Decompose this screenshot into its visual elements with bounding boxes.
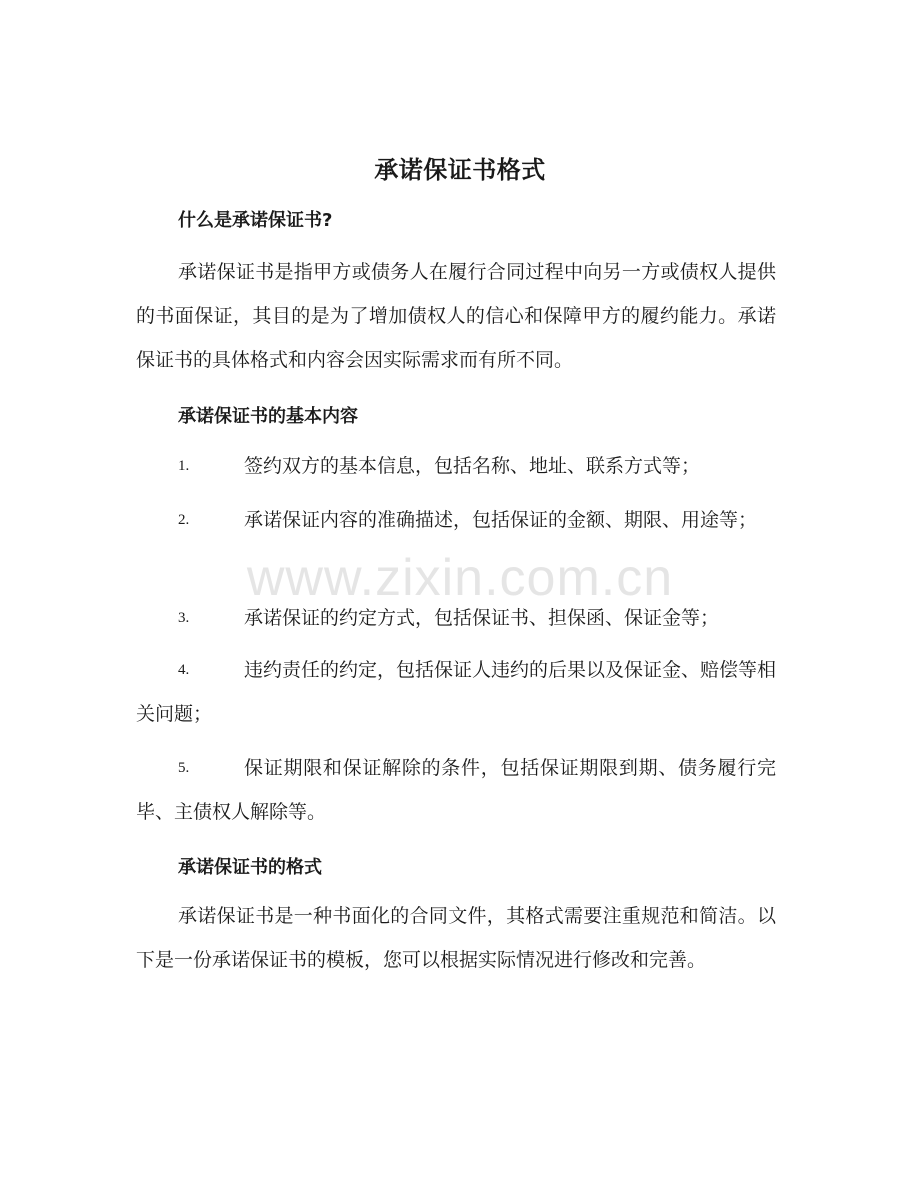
section-heading-format: 承诺保证书的格式 <box>178 857 322 878</box>
list-item-number: 5. <box>178 760 190 776</box>
paragraph-what-is: 承诺保证书是指甲方或债务人在履行合同过程中向另一方或债权人提供的书面保证，其目的是为了增加债权人的信心和保障甲方的履约能力。承诺保证书的具体格式和内容会因实际需求而有所不同。 <box>136 261 776 371</box>
list-item-number: 4. <box>178 662 190 678</box>
list-item-text: 承诺保证的约定方式，包括保证书、担保函、保证金等； <box>244 607 720 629</box>
list-item <box>136 596 776 640</box>
list-item <box>136 498 776 542</box>
list-item <box>136 444 776 488</box>
paragraph-format: 承诺保证书是一种书面化的合同文件，其格式需要注重规范和简洁。以下是一份承诺保证书的模板，您可以根据实际情况进行修改和完善。 <box>136 905 776 971</box>
list-item-number: 2. <box>178 512 190 528</box>
section-heading-basic-content: 承诺保证书的基本内容 <box>178 406 358 427</box>
list-item-number: 3. <box>178 610 190 626</box>
list-item-text: 签约双方的基本信息，包括名称、地址、联系方式等； <box>244 455 701 477</box>
section-heading-what-is: 什么是承诺保证书? <box>178 210 333 231</box>
list-item-text: 违约责任的约定，包括保证人违约的后果以及保证金、赔偿等相关问题； <box>136 659 777 725</box>
list-item <box>136 648 776 736</box>
watermark: www.zixin.com.cn <box>246 549 674 607</box>
list-item-number: 1. <box>178 458 190 474</box>
document-title: 承诺保证书格式 <box>374 156 546 184</box>
list-item-text: 保证期限和保证解除的条件，包括保证期限到期、债务履行完毕、主债权人解除等。 <box>136 757 776 823</box>
list-item-text: 承诺保证内容的准确描述，包括保证的金额、期限、用途等； <box>244 509 758 531</box>
list-item <box>136 746 776 834</box>
